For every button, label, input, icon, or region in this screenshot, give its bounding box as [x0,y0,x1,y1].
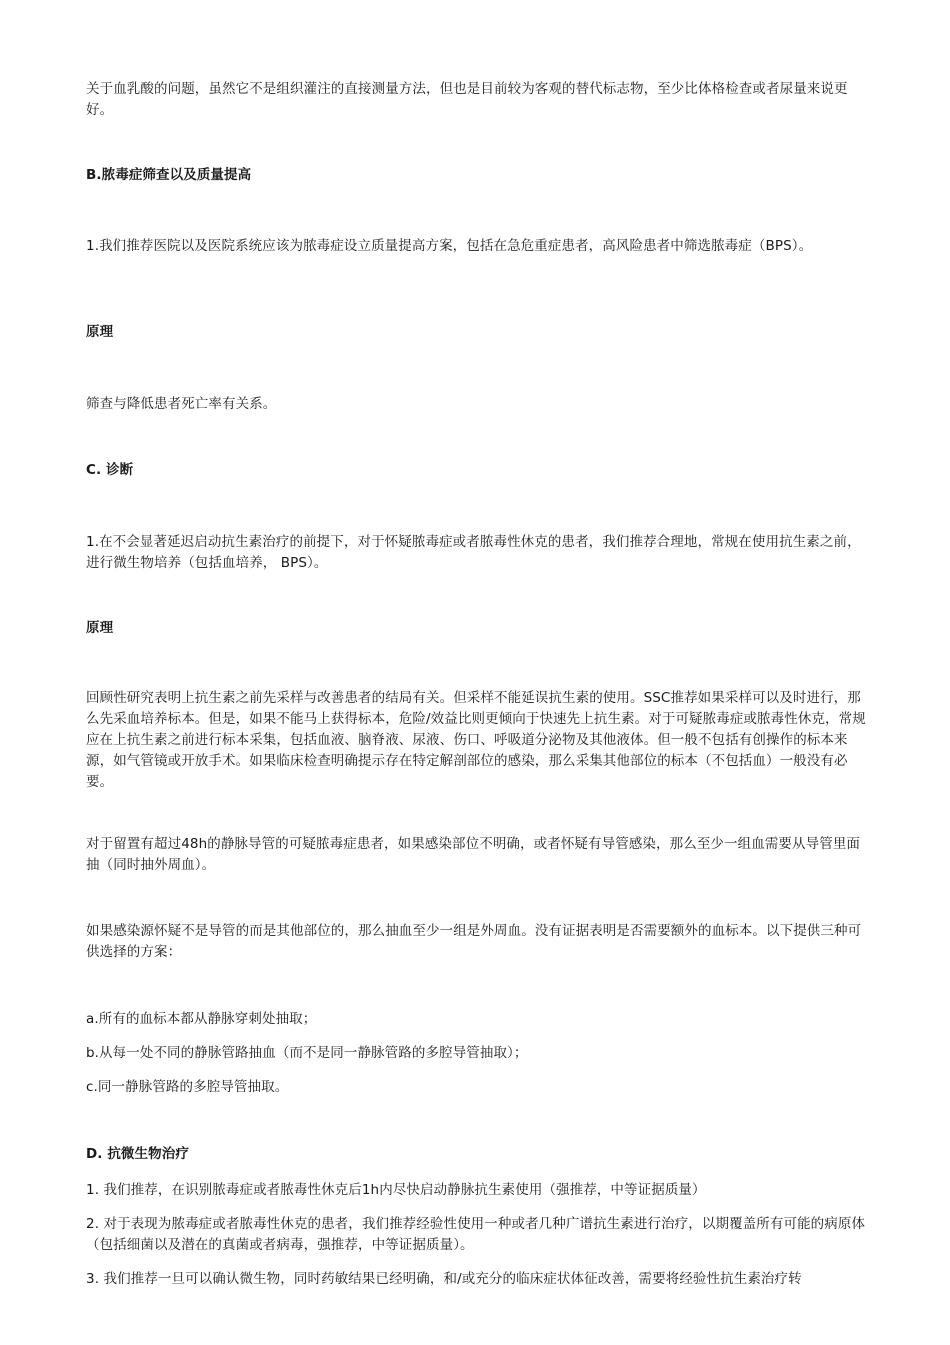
paragraph-culture-recommendation: 1.在不会显著延迟启动抗生素治疗的前提下，对于怀疑脓毒症或者脓毒性休克的患者，我们推荐合理地，常规在使用抗生素之前，进行微生物培养（包括血培养， BPS）。 [86,534,861,571]
heading-rationale: 原理 [86,324,114,340]
paragraph-peripheral-blood: 如果感染源怀疑不是导管的而是其他部位的，那么抽血至少一组是外周血。没有证据表明是否需要额外的血标本。以下提供三种可供选择的方案： [86,923,862,960]
paragraph-sampling-rationale: 回顾性研究表明上抗生素之前先采样与改善患者的结局有关。但采样不能延误抗生素的使用。SSC推荐如果采样可以及时进行，那么先采血培养标本。但是，如果不能马上获得标本，危险/效益比则更倾向于快速先上抗生素。对于可疑脓毒症或脓毒性休克，常规应在上抗生素之前进行标本采集，包括血液、脑脊液、尿液、伤口、呼吸道分泌物及其他液体。但一般不包括有创操作的标本来源，如气管镜或开放手术。如果临床检查明确提示存在特定解剖部位的感染，那么采集其他部位的标本（不包括血）一般没有必要。 [86,690,866,790]
paragraph-screening-recommendation: 1.我们推荐医院以及医院系统应该为脓毒症设立质量提高方案，包括在急危重症患者，高风险患者中筛选脓毒症（BPS）。 [86,238,813,254]
paragraph-antibiotic-timing: 1. 我们推荐，在识别脓毒症或者脓毒性休克后1h内尽快启动静脉抗生素使用（强推荐，中等证据质量） [86,1182,706,1198]
list-item-option-a: a.所有的血标本都从静脉穿刺处抽取； [86,1011,317,1027]
list-item-option-b: b.从每一处不同的静脉管路抽血（而不是同一静脉管路的多腔导管抽取）； [86,1045,528,1061]
heading-rationale-2: 原理 [86,620,114,636]
paragraph-deescalation: 3. 我们推荐一旦可以确认微生物，同时药敏结果已经明确，和/或充分的临床症状体征改善，需要将经验性抗生素治疗转 [86,1271,802,1287]
paragraph-empiric-antibiotics: 2. 对于表现为脓毒症或者脓毒性休克的患者，我们推荐经验性使用一种或者几种广谱抗生素进行治疗，以期覆盖所有可能的病原体（包括细菌以及潜在的真菌或者病毒，强推荐，中等证据质量）。 [86,1216,866,1253]
list-item-option-c: c.同一静脉管路的多腔导管抽取。 [86,1079,289,1095]
heading-antimicrobial-therapy: D. 抗微生物治疗 [86,1146,189,1162]
paragraph-catheter-blood: 对于留置有超过48h的静脉导管的可疑脓毒症患者，如果感染部位不明确，或者怀疑有导管感染，那么至少一组血需要从导管里面抽（同时抽外周血）。 [86,836,861,873]
paragraph-screening-mortality: 筛查与降低患者死亡率有关系。 [86,396,277,412]
paragraph-lactate: 关于血乳酸的问题，虽然它不是组织灌注的直接测量方法，但也是目前较为客观的替代标志物，至少比体格检查或者尿量来说更好。 [86,81,848,118]
heading-diagnosis: C. 诊断 [86,462,134,478]
heading-sepsis-screening: B.脓毒症筛查以及质量提高 [86,167,252,183]
